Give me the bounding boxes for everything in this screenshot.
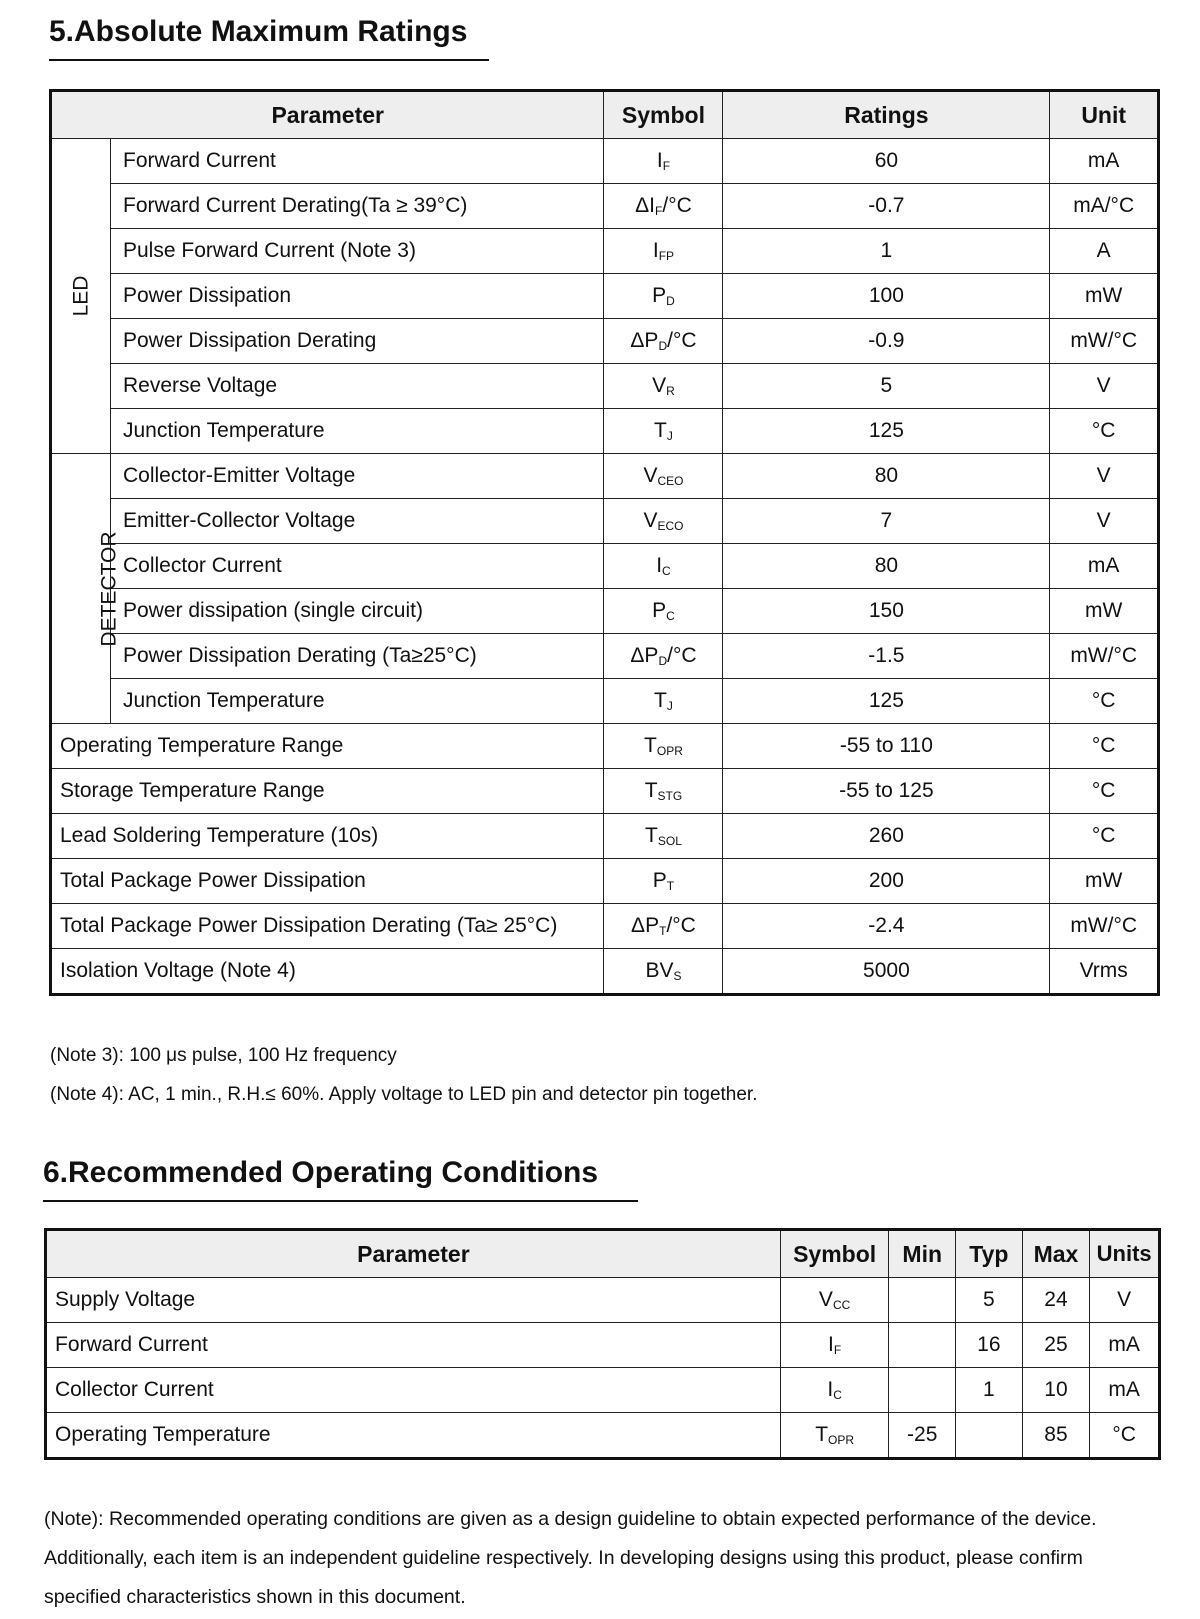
typ-cell: [956, 1413, 1023, 1459]
symbol-base: ΔP: [630, 329, 659, 352]
symbol-cell: [604, 634, 723, 679]
symbol-subscript: R: [666, 384, 675, 398]
unit-cell: Vrms: [1050, 949, 1159, 995]
table-row: [51, 184, 1159, 229]
table-row: [51, 319, 1159, 364]
parameter-cell: Power dissipation (single circuit): [111, 589, 604, 634]
parameter-cell: Lead Soldering Temperature (10s): [51, 814, 604, 859]
symbol-subscript: OPR: [656, 744, 683, 758]
symbol-subscript: D: [658, 339, 668, 353]
parameter-cell: Power Dissipation Derating (Ta≥25°C): [111, 634, 604, 679]
parameter-cell: Power Dissipation Derating: [111, 319, 604, 364]
parameter-cell: Operating Temperature: [46, 1413, 781, 1459]
unit-cell: mW/°C: [1050, 319, 1159, 364]
symbol-subscript: CC: [832, 1298, 851, 1312]
symbol-cell: [604, 904, 723, 949]
symbol-base: V: [652, 374, 667, 397]
parameter-cell: Total Package Power Dissipation: [51, 859, 604, 904]
symbol-subscript: FP: [658, 249, 675, 263]
min-cell: -25: [889, 1413, 956, 1459]
symbol-base: BV: [645, 959, 674, 982]
rating-cell: -0.7: [723, 184, 1050, 229]
symbol-base: ΔI: [635, 194, 656, 217]
rating-cell: 80: [723, 544, 1050, 589]
max-cell: 85: [1022, 1413, 1090, 1459]
header-max: Max: [1022, 1230, 1090, 1278]
symbol-subscript: ECO: [657, 519, 684, 533]
table-row: [51, 454, 1159, 499]
unit-cell: °C: [1050, 679, 1159, 724]
parameter-cell: Forward Current: [111, 139, 604, 184]
symbol-cell: [604, 814, 723, 859]
symbol-subscript: F: [655, 204, 663, 218]
unit-cell: °C: [1050, 409, 1159, 454]
parameter-cell: Collector-Emitter Voltage: [111, 454, 604, 499]
general-note: (Note): Recommended operating conditions are given as a design guideline to obtain expected performance of the device. Additionally, each item is an independent guideline respectively. In developing designs using this product, please confirm specified characteristics shown in this document.: [44, 1508, 1097, 1608]
symbol-cell: [604, 409, 723, 454]
parameter-cell: Emitter-Collector Voltage: [111, 499, 604, 544]
symbol-base: T: [815, 1423, 829, 1446]
symbol-base: V: [643, 509, 658, 532]
rating-cell: -0.9: [723, 319, 1050, 364]
symbol-subscript: S: [673, 969, 682, 983]
symbol-subscript: C: [833, 1388, 842, 1402]
note-4: (Note 4): AC, 1 min., R.H.≤ 60%. Apply voltage to LED pin and detector pin together.: [50, 1084, 758, 1105]
table-row: [51, 679, 1159, 724]
max-cell: 10: [1022, 1368, 1090, 1413]
rating-cell: -55 to 110: [723, 724, 1050, 769]
symbol-base: T: [644, 779, 658, 802]
unit-cell: V: [1050, 454, 1159, 499]
header-min: Min: [889, 1230, 956, 1278]
parameter-cell: Junction Temperature: [111, 679, 604, 724]
symbol-subscript: D: [666, 294, 675, 308]
rating-cell: 1: [723, 229, 1050, 274]
symbol-cell: [780, 1368, 889, 1413]
symbol-subscript: SOL: [657, 834, 682, 848]
min-cell: [889, 1368, 956, 1413]
rating-cell: 260: [723, 814, 1050, 859]
unit-cell: mA: [1050, 139, 1159, 184]
table-header-row: [46, 1230, 1160, 1278]
parameter-cell: Collector Current: [46, 1368, 781, 1413]
table-row: [51, 499, 1159, 544]
symbol-cell: [780, 1413, 889, 1459]
symbol-subscript: F: [833, 1343, 842, 1357]
parameter-cell: Total Package Power Dissipation Derating (Ta≥ 25°C): [51, 904, 604, 949]
table-row: [51, 814, 1159, 859]
unit-cell: mW: [1050, 274, 1159, 319]
parameter-cell: Forward Current Derating(Ta ≥ 39°C): [111, 184, 604, 229]
symbol-suffix: /°C: [662, 194, 692, 217]
min-cell: [889, 1278, 956, 1323]
header-units: Units: [1090, 1230, 1160, 1278]
unit-cell: °C: [1050, 724, 1159, 769]
group-detector-label: DETECTOR: [97, 530, 121, 647]
unit-cell: mW: [1050, 859, 1159, 904]
symbol-base: ΔP: [631, 914, 660, 937]
symbol-subscript: OPR: [828, 1433, 855, 1447]
table-row: [46, 1323, 1160, 1368]
symbol-base: P: [652, 284, 667, 307]
symbol-subscript: C: [662, 564, 671, 578]
symbol-base: I: [656, 149, 663, 172]
table-row: [51, 589, 1159, 634]
parameter-cell: Power Dissipation: [111, 274, 604, 319]
group-led-label: LED: [68, 275, 92, 317]
symbol-base: I: [827, 1378, 834, 1401]
parameter-cell: Collector Current: [111, 544, 604, 589]
symbol-subscript: J: [666, 429, 673, 443]
symbol-base: I: [828, 1333, 834, 1356]
max-cell: 24: [1022, 1278, 1090, 1323]
symbol-cell: [604, 499, 723, 544]
symbol-base: V: [643, 464, 658, 487]
table-row: [51, 904, 1159, 949]
symbol-base: T: [645, 824, 658, 847]
unit-cell: mA: [1050, 544, 1159, 589]
header-symbol: Symbol: [604, 91, 723, 139]
parameter-cell: Forward Current: [46, 1323, 781, 1368]
typ-cell: 16: [956, 1323, 1023, 1368]
symbol-cell: [604, 229, 723, 274]
rating-cell: -55 to 125: [723, 769, 1050, 814]
symbol-suffix: /°C: [667, 329, 697, 352]
group-detector: [51, 454, 121, 724]
table-row: [51, 634, 1159, 679]
table-row: [46, 1278, 1160, 1323]
symbol-subscript: D: [658, 654, 668, 668]
rating-cell: 60: [723, 139, 1050, 184]
parameter-cell: Supply Voltage: [46, 1278, 781, 1323]
symbol-base: T: [654, 689, 667, 712]
unit-cell: °C: [1050, 814, 1159, 859]
symbol-base: I: [652, 239, 659, 262]
rating-cell: 80: [723, 454, 1050, 499]
rating-cell: 7: [723, 499, 1050, 544]
section-5-title: 5.Absolute Maximum Ratings: [49, 15, 489, 61]
table-row: [51, 724, 1159, 769]
unit-cell: mW/°C: [1050, 904, 1159, 949]
header-unit: Unit: [1050, 91, 1159, 139]
symbol-base: T: [654, 419, 667, 442]
symbol-subscript: STG: [657, 789, 683, 803]
symbol-cell: [604, 184, 723, 229]
symbol-cell: [604, 544, 723, 589]
table-row: [51, 544, 1159, 589]
table-row: [51, 274, 1159, 319]
parameter-cell: Storage Temperature Range: [51, 769, 604, 814]
symbol-cell: [604, 454, 723, 499]
unit-cell: °C: [1050, 769, 1159, 814]
parameter-cell: Isolation Voltage (Note 4): [51, 949, 604, 995]
symbol-cell: [780, 1323, 889, 1368]
symbol-cell: [604, 139, 723, 184]
symbol-cell: [604, 724, 723, 769]
typ-cell: 5: [956, 1278, 1023, 1323]
rating-cell: 150: [723, 589, 1050, 634]
rating-cell: 5: [723, 364, 1050, 409]
table-row: [51, 409, 1159, 454]
typ-cell: 1: [956, 1368, 1023, 1413]
symbol-subscript: J: [666, 699, 673, 713]
table-header-row: [51, 91, 1159, 139]
symbol-subscript: T: [666, 879, 675, 893]
header-parameter: Parameter: [46, 1230, 781, 1278]
table-row: [51, 229, 1159, 274]
symbol-subscript: CEO: [657, 474, 684, 488]
symbol-base: P: [652, 599, 667, 622]
unit-cell: mA: [1090, 1323, 1160, 1368]
note-3: (Note 3): 100 μs pulse, 100 Hz frequency: [50, 1045, 397, 1066]
rating-cell: 200: [723, 859, 1050, 904]
header-typ: Typ: [956, 1230, 1023, 1278]
group-led: [51, 139, 111, 454]
rating-cell: -1.5: [723, 634, 1050, 679]
table-row: [51, 769, 1159, 814]
header-ratings: Ratings: [723, 91, 1050, 139]
symbol-cell: [604, 589, 723, 634]
symbol-base: ΔP: [630, 644, 659, 667]
rating-cell: 100: [723, 274, 1050, 319]
table-row: [51, 139, 1159, 184]
rating-cell: -2.4: [723, 904, 1050, 949]
symbol-cell: [604, 949, 723, 995]
rating-cell: 125: [723, 679, 1050, 724]
unit-cell: mW/°C: [1050, 634, 1159, 679]
rating-cell: 125: [723, 409, 1050, 454]
rating-cell: 5000: [723, 949, 1050, 995]
symbol-subscript: F: [662, 159, 671, 173]
symbol-subscript: T: [659, 924, 667, 938]
symbol-base: T: [644, 734, 657, 757]
symbol-suffix: /°C: [667, 644, 697, 667]
unit-cell: mW: [1050, 589, 1159, 634]
table-row: [46, 1413, 1160, 1459]
parameter-cell: Reverse Voltage: [111, 364, 604, 409]
unit-cell: A: [1050, 229, 1159, 274]
unit-cell: mA/°C: [1050, 184, 1159, 229]
unit-cell: °C: [1090, 1413, 1160, 1459]
symbol-suffix: /°C: [666, 914, 696, 937]
recommended-operating-conditions-table: [44, 1228, 1161, 1460]
header-parameter: Parameter: [51, 91, 604, 139]
symbol-cell: [604, 319, 723, 364]
symbol-cell: [604, 769, 723, 814]
min-cell: [889, 1323, 956, 1368]
symbol-cell: [604, 364, 723, 409]
symbol-base: V: [818, 1288, 833, 1311]
max-cell: 25: [1022, 1323, 1090, 1368]
symbol-base: I: [656, 554, 663, 577]
symbol-subscript: C: [666, 609, 675, 623]
symbol-cell: [604, 274, 723, 319]
absolute-maximum-ratings-table: [49, 89, 1160, 996]
table-row: [46, 1368, 1160, 1413]
unit-cell: mA: [1090, 1368, 1160, 1413]
section-6-title: 6.Recommended Operating Conditions: [43, 1156, 638, 1202]
table-row: [51, 364, 1159, 409]
parameter-cell: Junction Temperature: [111, 409, 604, 454]
table-row: [51, 859, 1159, 904]
parameter-cell: Operating Temperature Range: [51, 724, 604, 769]
symbol-base: P: [652, 869, 667, 892]
symbol-cell: [604, 859, 723, 904]
unit-cell: V: [1050, 364, 1159, 409]
parameter-cell: Pulse Forward Current (Note 3): [111, 229, 604, 274]
table-row: [51, 949, 1159, 995]
unit-cell: V: [1090, 1278, 1160, 1323]
unit-cell: V: [1050, 499, 1159, 544]
symbol-cell: [780, 1278, 889, 1323]
header-symbol: Symbol: [780, 1230, 889, 1278]
symbol-cell: [604, 679, 723, 724]
